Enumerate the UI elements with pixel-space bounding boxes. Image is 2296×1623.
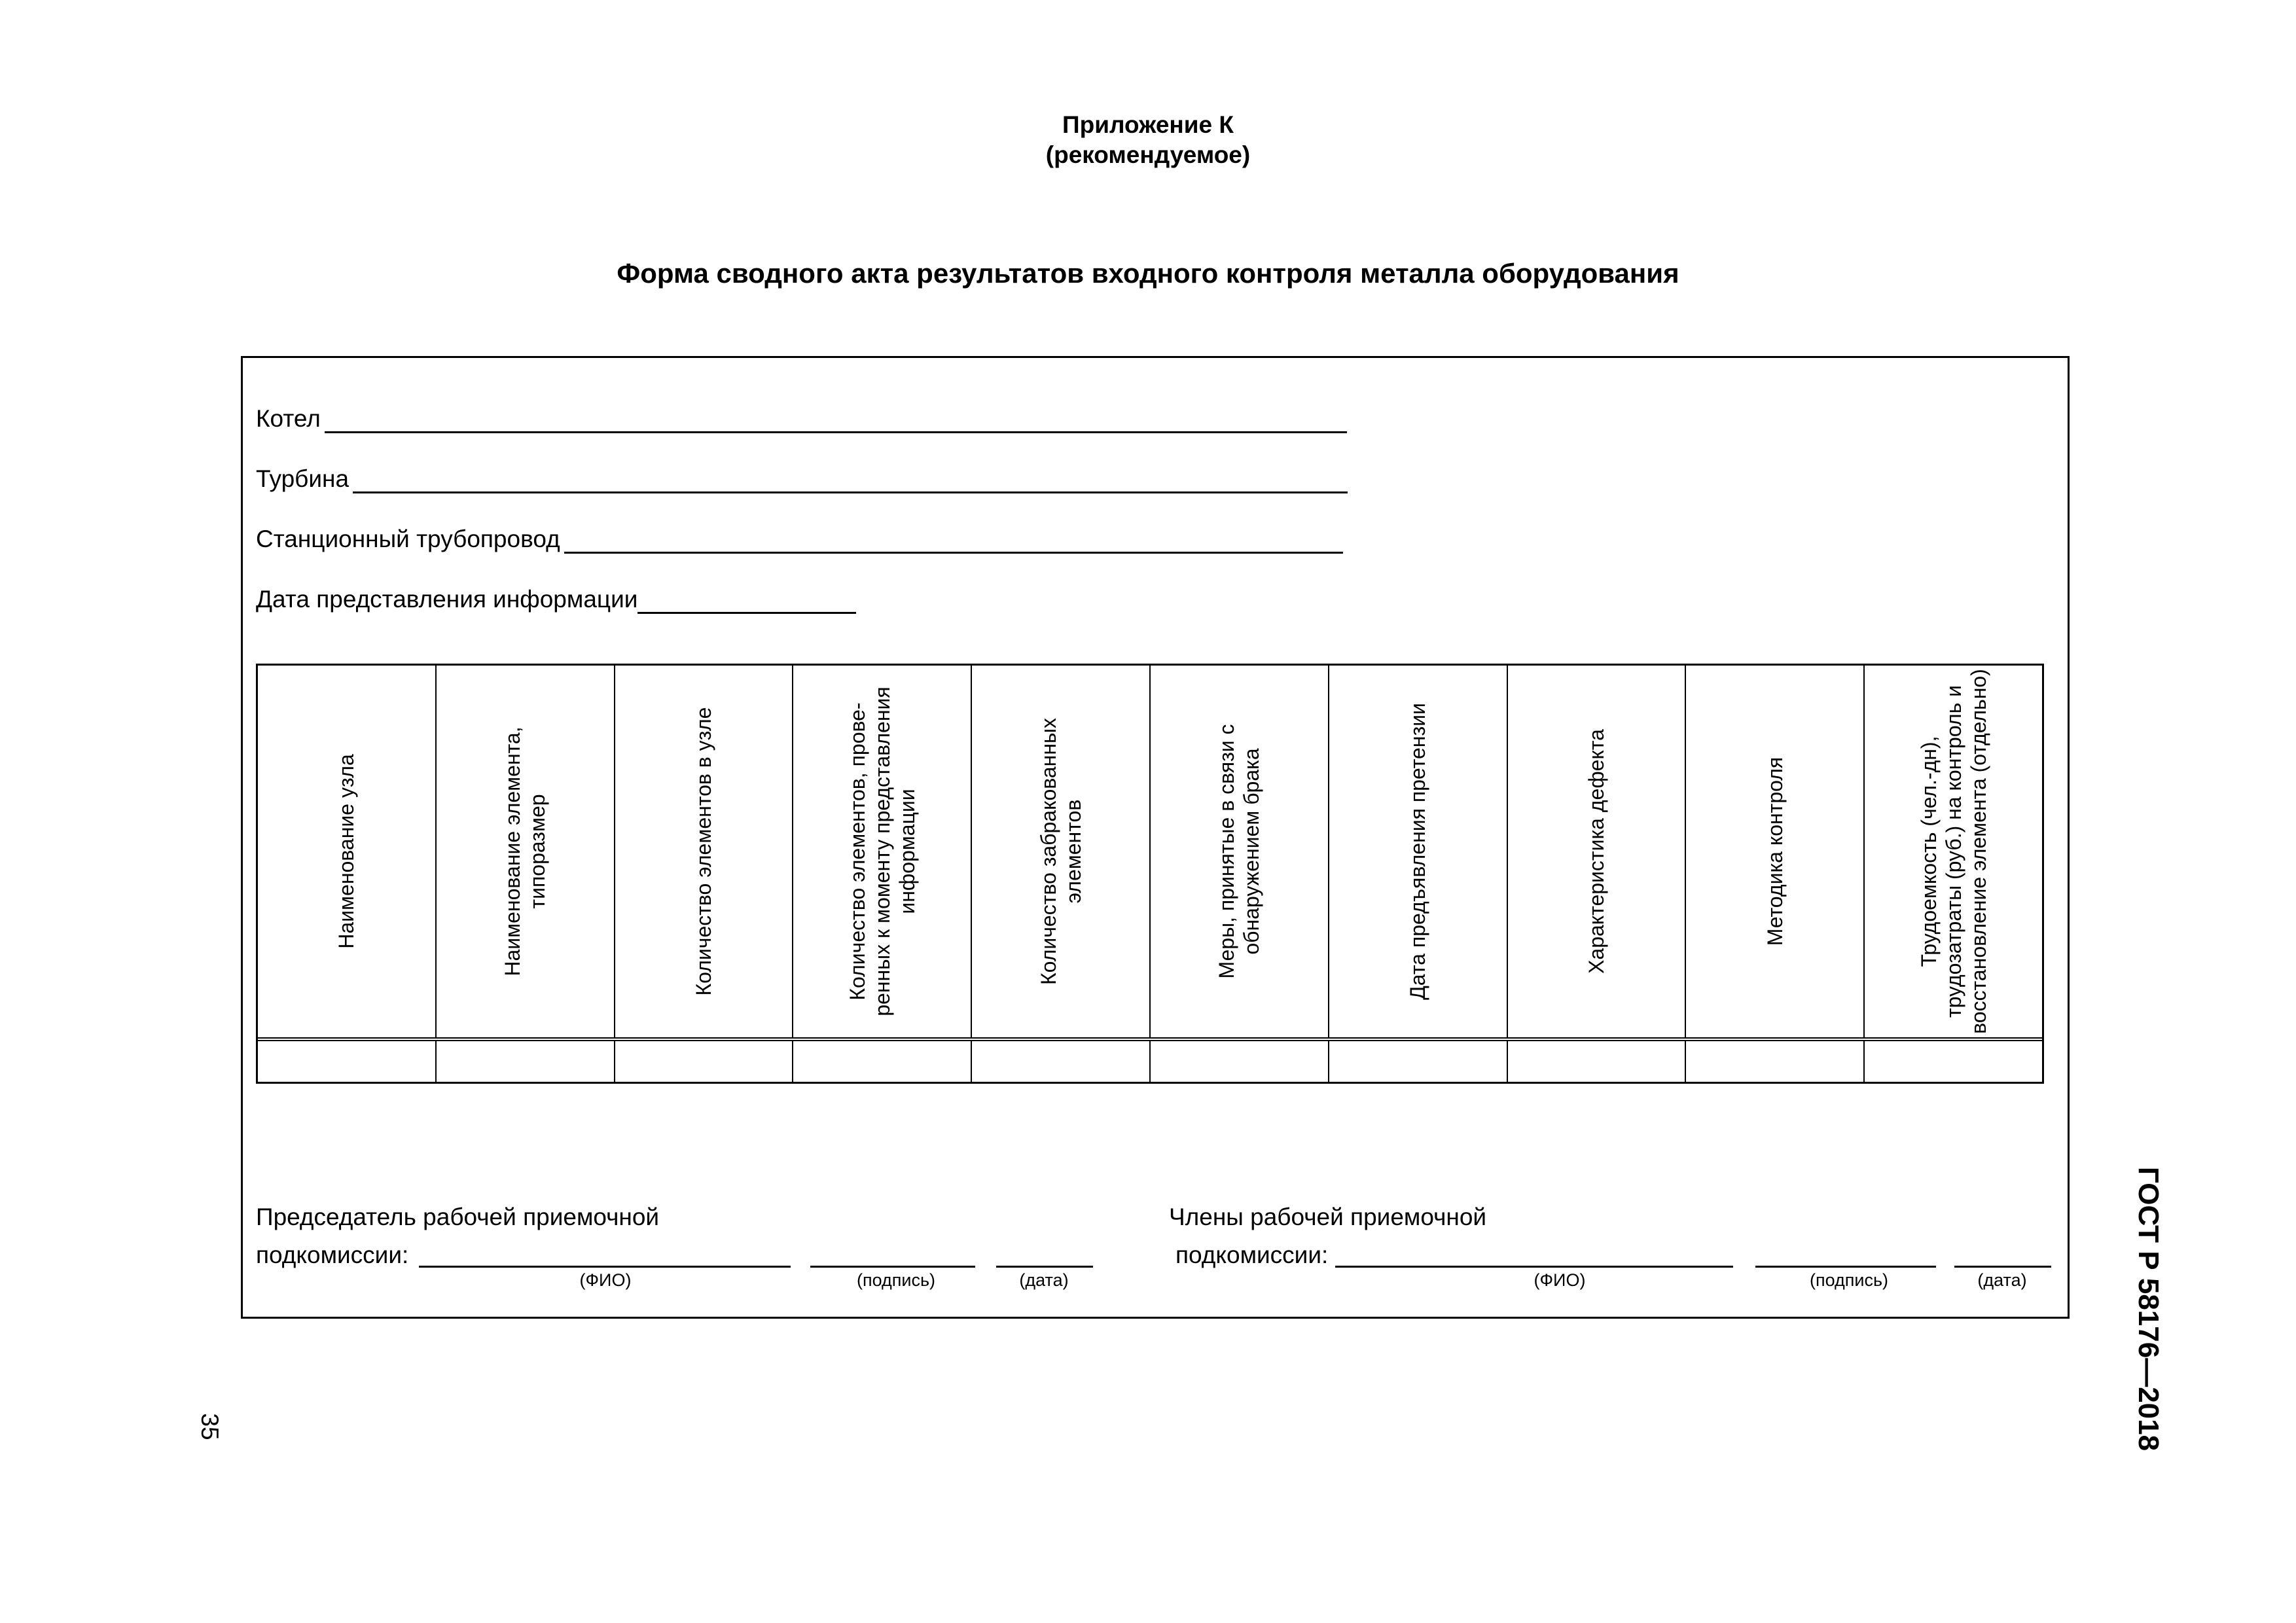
header-cell	[793, 666, 972, 1037]
appendix-subtitle: (рекомендуемое)	[1045, 141, 1251, 168]
header-label: Меры, принятые в связи с обнаружением брака	[1215, 724, 1264, 979]
header-cell	[1151, 666, 1329, 1037]
header-cell	[437, 666, 615, 1037]
members-label-line1: Члены рабочей приемочной	[1169, 1204, 1487, 1230]
table-cell[interactable]	[615, 1041, 794, 1082]
members-label-line2: подкомиссии:	[1175, 1241, 1329, 1268]
table-cell[interactable]	[258, 1041, 437, 1082]
turbine-label: Турбина	[256, 465, 350, 492]
header-label: Количество элементов, прове-ренных к моменту представления информации	[845, 687, 919, 1016]
members-fio-caption: (ФИО)	[1534, 1270, 1586, 1290]
header-cell	[1508, 666, 1687, 1037]
results-table	[256, 664, 2044, 1084]
header-label: Методика контроля	[1763, 757, 1787, 946]
members-signature-caption: (подпись)	[1809, 1270, 1889, 1290]
page-number-label: 35	[196, 1413, 223, 1440]
info-date-field	[256, 585, 856, 614]
info-date-label: Дата представления информации	[256, 586, 638, 613]
table-row	[258, 1041, 2042, 1082]
page-number	[196, 1407, 223, 1446]
turbine-input-line[interactable]	[353, 468, 1348, 493]
boiler-field	[256, 404, 1347, 433]
members-fio-line[interactable]	[1335, 1266, 1733, 1268]
header-label: Характеристика дефекта	[1584, 729, 1608, 974]
chair-label-line2: подкомиссии:	[256, 1241, 409, 1268]
table-cell[interactable]	[972, 1041, 1151, 1082]
pipeline-field	[256, 525, 1343, 554]
header-label: Количество элементов в узле	[691, 707, 715, 996]
boiler-label: Котел	[256, 405, 321, 432]
chair-date-caption: (дата)	[1019, 1270, 1069, 1290]
chair-fio-caption: (ФИО)	[579, 1270, 632, 1290]
table-header-row	[258, 666, 2042, 1041]
header-label: Трудоемкость (чел.-дн), трудозатраты (руб.) на контроль и восстановление элемента (отдельно)	[1916, 669, 1990, 1034]
chair-fio-line[interactable]	[419, 1266, 791, 1268]
form-title: Форма сводного акта результатов входного контроля металла оборудования	[617, 258, 1679, 289]
members-signature-line[interactable]	[1755, 1266, 1936, 1268]
chair-date-line[interactable]	[996, 1266, 1093, 1268]
table-cell[interactable]	[437, 1041, 615, 1082]
header-cell	[1686, 666, 1865, 1037]
header-label: Наименование узла	[334, 754, 359, 949]
turbine-field	[256, 465, 1348, 493]
header-label: Дата предъявления претензии	[1406, 703, 1430, 1000]
table-cell[interactable]	[793, 1041, 972, 1082]
boiler-input-line[interactable]	[325, 408, 1347, 433]
pipeline-label: Станционный трубопровод	[256, 526, 560, 552]
header-label: Наименование элемента, типоразмер	[501, 726, 550, 976]
standard-designation	[2132, 1165, 2164, 1453]
chair-label-line1: Председатель рабочей приемочной	[256, 1204, 660, 1230]
table-cell[interactable]	[1151, 1041, 1329, 1082]
header-cell	[258, 666, 437, 1037]
chair-signature-caption: (подпись)	[856, 1270, 936, 1290]
header-cell	[615, 666, 794, 1037]
standard-label: ГОСТ Р 58176—2018	[2132, 1166, 2164, 1452]
header-cell	[972, 666, 1151, 1037]
pipeline-input-line[interactable]	[564, 528, 1343, 554]
appendix-heading	[0, 110, 2296, 170]
chair-signature-line[interactable]	[810, 1266, 975, 1268]
appendix-title: Приложение К	[1062, 111, 1234, 138]
table-cell[interactable]	[1329, 1041, 1508, 1082]
members-date-caption: (дата)	[1977, 1270, 2027, 1290]
table-cell[interactable]	[1865, 1041, 2042, 1082]
table-cell[interactable]	[1508, 1041, 1687, 1082]
table-cell[interactable]	[1686, 1041, 1865, 1082]
header-cell	[1329, 666, 1508, 1037]
header-cell	[1865, 666, 2042, 1037]
header-label: Количество забракованных элементов	[1036, 717, 1085, 986]
info-date-input-line[interactable]	[637, 588, 856, 614]
members-date-line[interactable]	[1954, 1266, 2051, 1268]
